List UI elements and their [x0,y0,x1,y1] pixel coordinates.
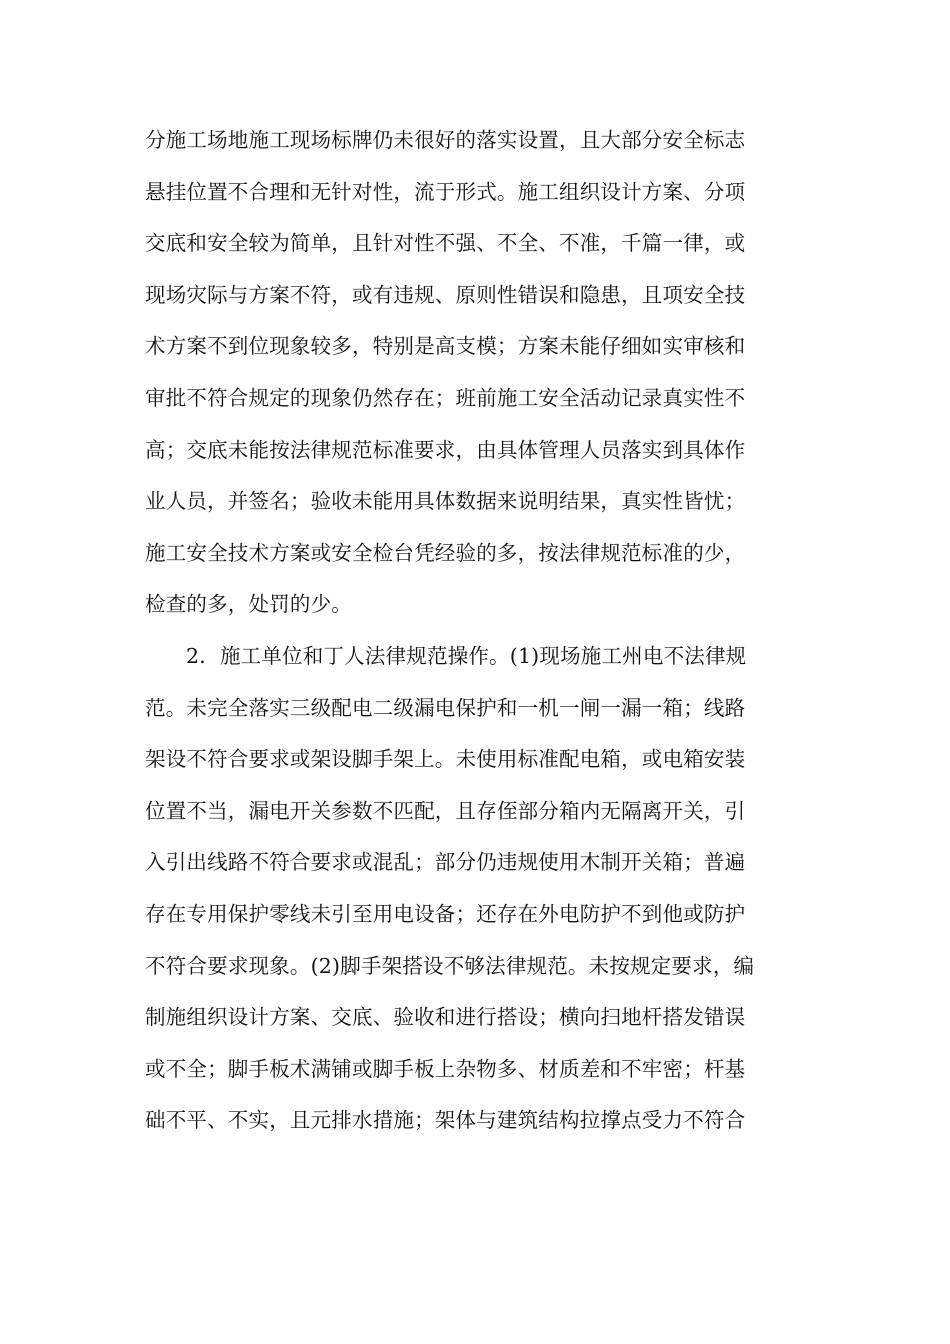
paragraph-line: 存在专用保护零线未引至用电设备；还存在外电防护不到他或防护 [145,901,746,926]
document-body [145,115,805,1147]
paragraph-line: 悬挂位置不合理和无针对性，流于形式。施工组织设计方案、分项 [145,179,746,204]
paragraph-line: 施工安全技术方案或安全检台凭经验的多，按法律规范标准的少， [145,540,746,565]
paragraph-2 [145,631,805,1147]
paragraph-line: 术方案不到位现象较多，特别是高支模；方案未能仔细如实审核和 [145,334,746,359]
paragraph-line: 分施工场地施工现场标牌仍未很好的落实设置，且大部分安全标志 [145,128,746,152]
paragraph-line: 检查的多，处罚的少。 [145,592,352,617]
paragraph-line: 制施组织设计方案、交底、验收和进行搭设；横向扫地杆搭发错误 [145,1005,746,1030]
paragraph-line: 审批不符合规定的现象仍然存在；班前施工安全活动记录真实性不 [145,385,746,410]
paragraph-line: 入引出线路不符合要求或混乱；部分仍违规使用木制开关箱；普遍 [145,850,746,875]
paragraph-line: 位置不当，漏电开关参数不匹配，且存侄部分箱内无隔离开关，引 [145,798,746,823]
paragraph-line: 范。未完全落实三级配电二级漏电保护和一机一闸一漏一箱；线路 [145,695,746,720]
paragraph-1 [145,115,805,631]
paragraph-line: 不符合要求现象。(2)脚手架搭设不够法律规范。未按规定要求，编 [145,953,755,978]
paragraph-line: 或不全；脚手板术满铺或脚手板上杂物多、材质差和不牢密；杆基 [145,1056,746,1081]
paragraph-line: 架设不符合要求或架设脚手架上。未使用标准配电箱，或电箱安装 [145,747,746,772]
paragraph-line: 交底和安全较为简单，且针对性不强、不全、不准，千篇一律，或 [145,231,746,256]
paragraph-line: 2．施工单位和丁人法律规范操作。(1)现场施工州电不法律规 [186,643,747,668]
paragraph-line: 础不平、不实，且元排水措施；架体与建筑结构拉撑点受力不符合 [145,1108,746,1133]
paragraph-line: 高；交底未能按法律规范标准要求，由具体管理人员落实到具体作 [145,437,746,462]
paragraph-line: 现场灾际与方案不符，或有违规、原则性错误和隐患，且项安全技 [145,282,746,307]
paragraph-line: 业人员，并签名；验收未能用具体数据来说明结果，真实性皆忧； [145,489,746,514]
